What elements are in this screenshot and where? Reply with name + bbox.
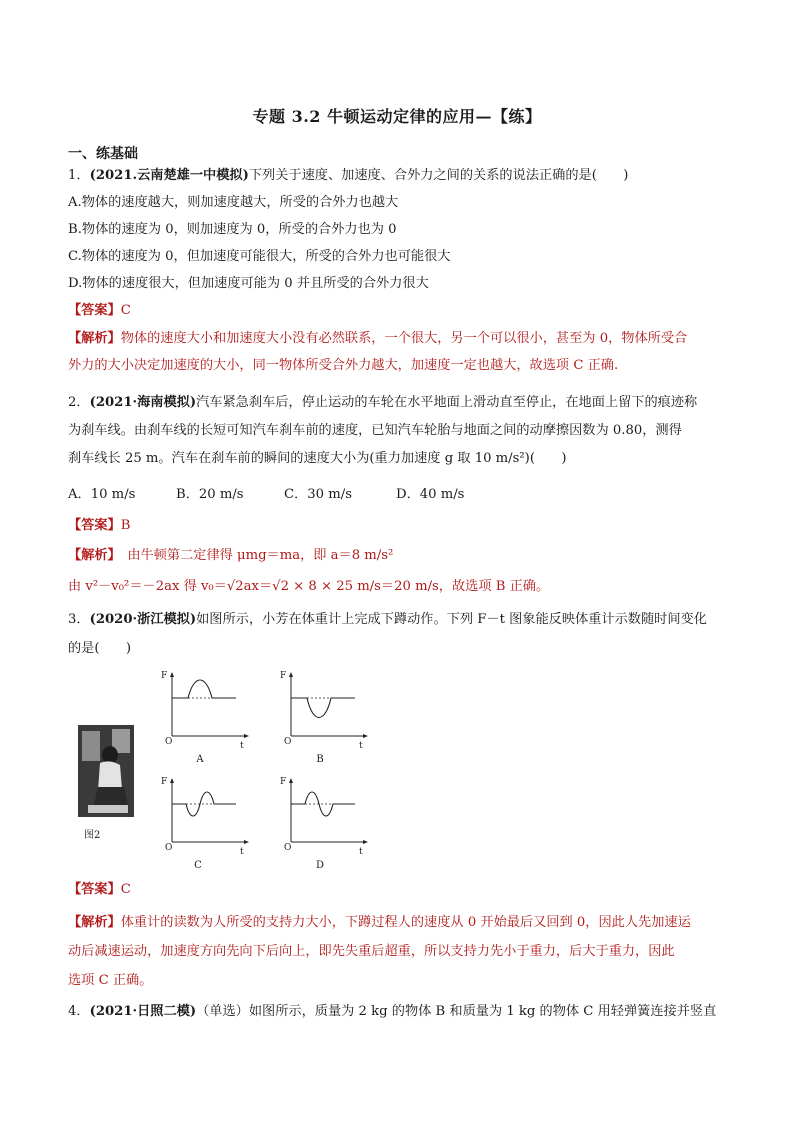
y-axis-label: F: [161, 777, 168, 787]
force-curve: [291, 698, 355, 718]
question-number: 4．: [68, 1004, 90, 1019]
arrow-icon: [170, 672, 174, 677]
origin-label: O: [284, 843, 292, 853]
graph-caption: B: [316, 754, 324, 765]
option-c: C.物体的速度为 0，但加速度可能很大，所受的合外力也可能很大: [68, 249, 451, 264]
question-text: 如图所示，小芳在体重计上完成下蹲动作。下列 F－t 图象能反映体重计示数随时间变化: [196, 612, 707, 627]
option-d: D.物体的速度很大，但加速度可能为 0 并且所受的合外力很大: [68, 276, 429, 291]
question-text: 为刹车线。由刹车线的长短可知汽车刹车前的速度，已知汽车轮胎与地面之间的动摩擦因数为 0.80，测得: [68, 423, 682, 438]
graph-c: [160, 776, 250, 857]
graph-caption: A: [196, 754, 204, 765]
analysis-label: 【解析】: [68, 548, 115, 563]
analysis-line: [68, 329, 687, 349]
question-number: 1．: [68, 168, 90, 183]
x-axis-label: t: [240, 847, 244, 857]
question-source: (2021·日照二模): [89, 1004, 197, 1019]
option-b: B.物体的速度为 0，则加速度为 0，所受的合外力也为 0: [68, 222, 397, 237]
question-number: 2．: [68, 395, 90, 410]
option-a: A．10 m/s: [68, 487, 136, 502]
option-a: A.物体的速度越大，则加速度越大，所受的合外力也越大: [68, 195, 399, 210]
question-text: （单选）如图所示，质量为 2 kg 的物体 B 和质量为 1 kg 的物体 C 用轻弹簧连接并竖直: [196, 1004, 717, 1019]
analysis-line: [68, 546, 393, 566]
answer-value: C: [120, 303, 131, 318]
analysis-text: 外力的大小决定加速度的大小，同一物体所受合外力越大，加速度一定也越大，故选项 C 正确.: [68, 358, 619, 373]
question-source: (2020·浙江模拟): [89, 612, 197, 627]
analysis-text: 由 v²－v₀²＝－2ax 得 v₀＝√2ax＝√2 × 8 × 25 m/s＝20 m/s，故选项 B 正确。: [68, 579, 550, 594]
question-text: 汽车紧急刹车后，停止运动的车轮在水平地面上滑动直至停止，在地面上留下的痕迹称: [196, 395, 698, 410]
answer-value: B: [120, 518, 131, 533]
graph-a: [160, 670, 250, 751]
question-text: 刹车线长 25 m。汽车在刹车前的瞬间的速度大小为(重力加速度 g 取 10 m/s²)( ): [68, 451, 567, 466]
answer-line: [68, 880, 131, 900]
analysis-label: 【解析】: [68, 331, 121, 346]
arrow-icon: [363, 840, 368, 844]
option-b: B．20 m/s: [176, 487, 244, 502]
options-row: [68, 485, 464, 505]
photo-caption: 图2: [84, 830, 101, 841]
question-3-stem: [68, 610, 707, 630]
question-number: 3．: [68, 612, 90, 627]
photo-illustration: [78, 725, 134, 817]
y-axis-label: F: [280, 777, 287, 787]
question-source: (2021.云南楚雄一中模拟): [89, 168, 249, 183]
analysis-text: 物体的速度大小和加速度大小没有必然联系，一个很大，另一个可以很小，甚至为 0，物体所受合: [120, 331, 688, 346]
answer-line: [68, 301, 131, 321]
question-1-stem: [68, 166, 628, 186]
analysis-text: 动后减速运动，加速度方向先向下后向上，即先失重后超重，所以支持力先小于重力，后大于重力，因此: [68, 944, 675, 959]
answer-label: 【答案】: [68, 882, 121, 897]
question-source: (2021·海南模拟): [89, 395, 197, 410]
origin-label: O: [165, 737, 173, 747]
graph-caption: D: [315, 860, 325, 871]
question-text: 下列关于速度、加速度、合外力之间的关系的说法正确的是( ): [248, 168, 629, 183]
answer-value: C: [120, 882, 131, 897]
graph-b: [279, 670, 369, 751]
question-2-stem: [68, 393, 697, 413]
section-heading: 一、练基础: [68, 146, 138, 162]
answer-label: 【答案】: [68, 518, 121, 533]
option-c: C．30 m/s: [284, 487, 352, 502]
y-axis-label: F: [280, 671, 287, 681]
x-axis-label: t: [359, 847, 363, 857]
x-axis-label: t: [359, 741, 363, 751]
answer-label: 【答案】: [68, 303, 121, 318]
question-text: 的是( ): [68, 641, 132, 656]
arrow-icon: [363, 734, 368, 738]
arrow-icon: [289, 672, 293, 677]
answer-line: [68, 516, 130, 536]
y-axis-label: F: [161, 671, 168, 681]
arrow-icon: [170, 778, 174, 783]
arrow-icon: [244, 734, 249, 738]
analysis-line: [68, 913, 691, 933]
analysis-text: 体重计的读数为人所受的支持力大小，下蹲过程人的速度从 0 开始最后又回到 0，因此人先加速运: [120, 915, 691, 930]
analysis-text: 选项 C 正确。: [68, 973, 153, 988]
force-curve: [172, 680, 236, 698]
origin-label: O: [284, 737, 292, 747]
arrow-icon: [289, 778, 293, 783]
analysis-label: 【解析】: [68, 915, 121, 930]
analysis-text: 由牛顿第二定律得 μmg＝ma，即 a＝8 m/s²: [114, 548, 394, 563]
arrow-icon: [244, 840, 249, 844]
squatting-girl-photo: [78, 725, 134, 817]
graph-d: [279, 776, 369, 857]
graph-caption: C: [194, 860, 202, 871]
option-d: D．40 m/s: [396, 487, 465, 502]
x-axis-label: t: [240, 741, 244, 751]
question-4-stem: [68, 1002, 716, 1022]
origin-label: O: [165, 843, 173, 853]
page-title: 专题 3.2 牛顿运动定律的应用—【练】: [252, 107, 542, 126]
